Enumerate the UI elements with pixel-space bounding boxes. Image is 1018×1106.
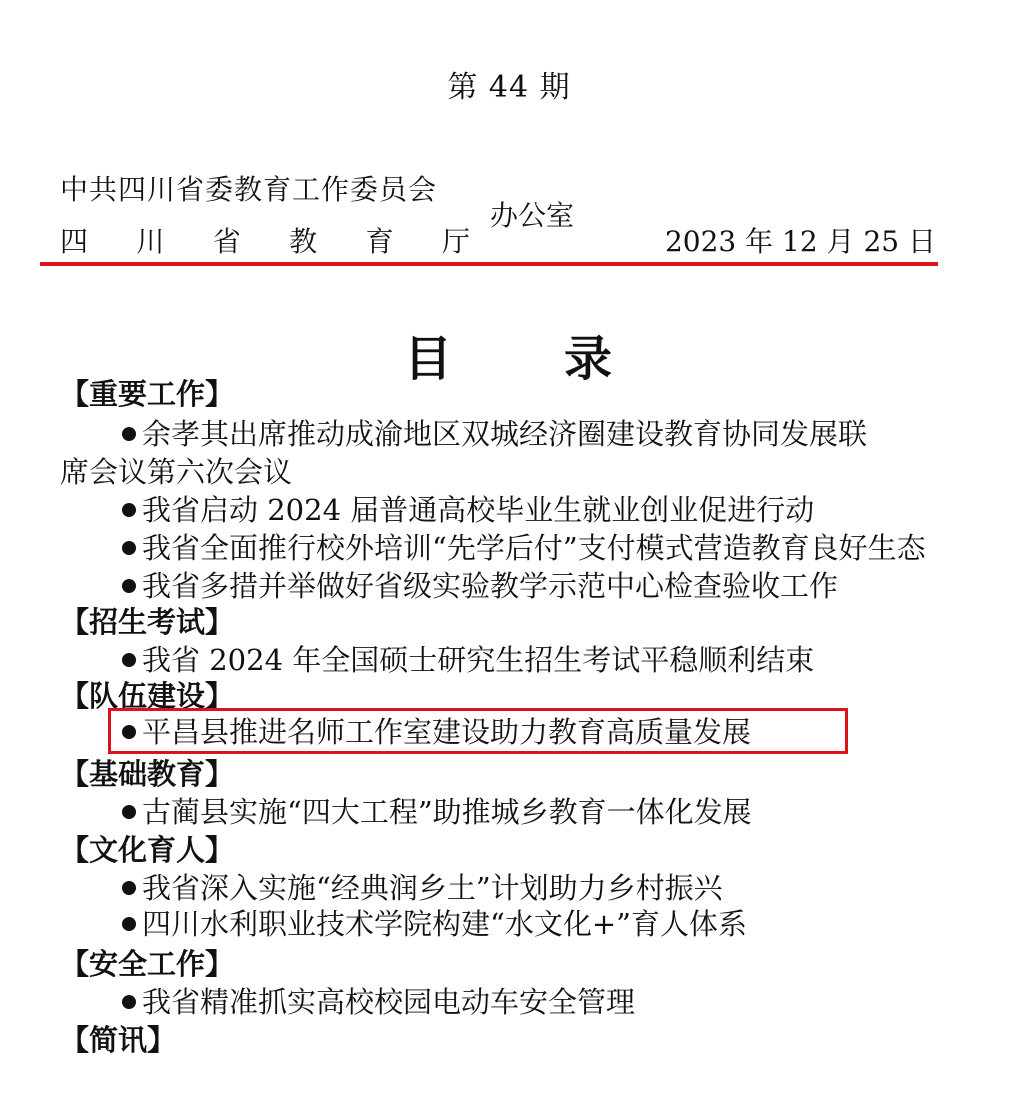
highlight-box [108,708,848,754]
bullet-icon [122,541,136,555]
bullet-icon [122,653,136,667]
issuer-char: 教 [289,225,318,258]
toc-item-text: 四川水利职业技术学院构建“水文化+”育人体系 [142,907,747,941]
toc-item[interactable] [122,794,752,830]
toc-item-text: 我省 2024 年全国硕士研究生招生考试平稳顺利结束 [142,643,815,677]
issuer-char: 川 [136,225,165,258]
toc-item-text: 我省精准抓实高校校园电动车安全管理 [142,985,636,1019]
toc-item[interactable] [122,568,838,604]
bullet-icon [122,995,136,1009]
toc-item-text: 我省启动 2024 届普通高校毕业生就业创业促进行动 [142,493,815,527]
toc-item[interactable] [122,870,723,906]
issuer-name-line1: 中共四川省委教育工作委员会 [60,173,438,206]
section-heading: 【基础教育】 [60,757,235,791]
bullet-icon [122,917,136,931]
section-heading: 【简讯】 [60,1023,177,1057]
issuer-char: 四 [60,225,89,258]
toc-item-text: 我省深入实施“经典润乡土”计划助力乡村振兴 [142,871,723,905]
issue-date: 2023 年 12 月 25 日 [664,225,936,258]
bullet-icon [122,579,136,593]
toc-item[interactable] [122,530,926,566]
section-heading: 【安全工作】 [60,947,235,981]
toc-item[interactable] [122,984,635,1020]
toc-item[interactable] [122,416,867,452]
issuer-char: 厅 [441,225,470,258]
toc-item-text: 平昌县推进名师工作室建设助力教育高质量发展 [142,715,752,749]
toc-item-text: 我省全面推行校外培训“先学后付”支付模式营造教育良好生态 [142,531,926,565]
toc-item-text: 余孝其出席推动成渝地区双城经济圈建设教育协同发展联 [142,417,868,451]
toc-item[interactable] [122,906,747,942]
section-heading: 【招生考试】 [60,605,235,639]
bullet-icon [122,503,136,517]
office-label: 办公室 [490,199,575,232]
toc-item-continuation: 席会议第六次会议 [60,455,293,489]
bullet-icon [122,881,136,895]
section-heading: 【队伍建设】 [60,679,235,713]
toc-item[interactable] [122,492,814,528]
section-heading: 【重要工作】 [60,377,235,411]
toc-item[interactable] [122,642,814,678]
toc-title-char: 目 [403,331,454,387]
issuer-char: 育 [365,225,394,258]
bullet-icon [122,427,136,441]
issuer-name-line2 [60,220,470,260]
red-divider [40,262,938,266]
toc-item-text: 我省多措并举做好省级实验教学示范中心检查验收工作 [142,569,839,603]
bullet-icon [122,805,136,819]
toc-item-text: 古蔺县实施“四大工程”助推城乡教育一体化发展 [142,795,752,829]
section-heading: 【文化育人】 [60,833,235,867]
issuer-char: 省 [212,225,241,258]
issue-number: 第 44 期 [447,70,571,105]
toc-title-char: 录 [564,331,615,387]
